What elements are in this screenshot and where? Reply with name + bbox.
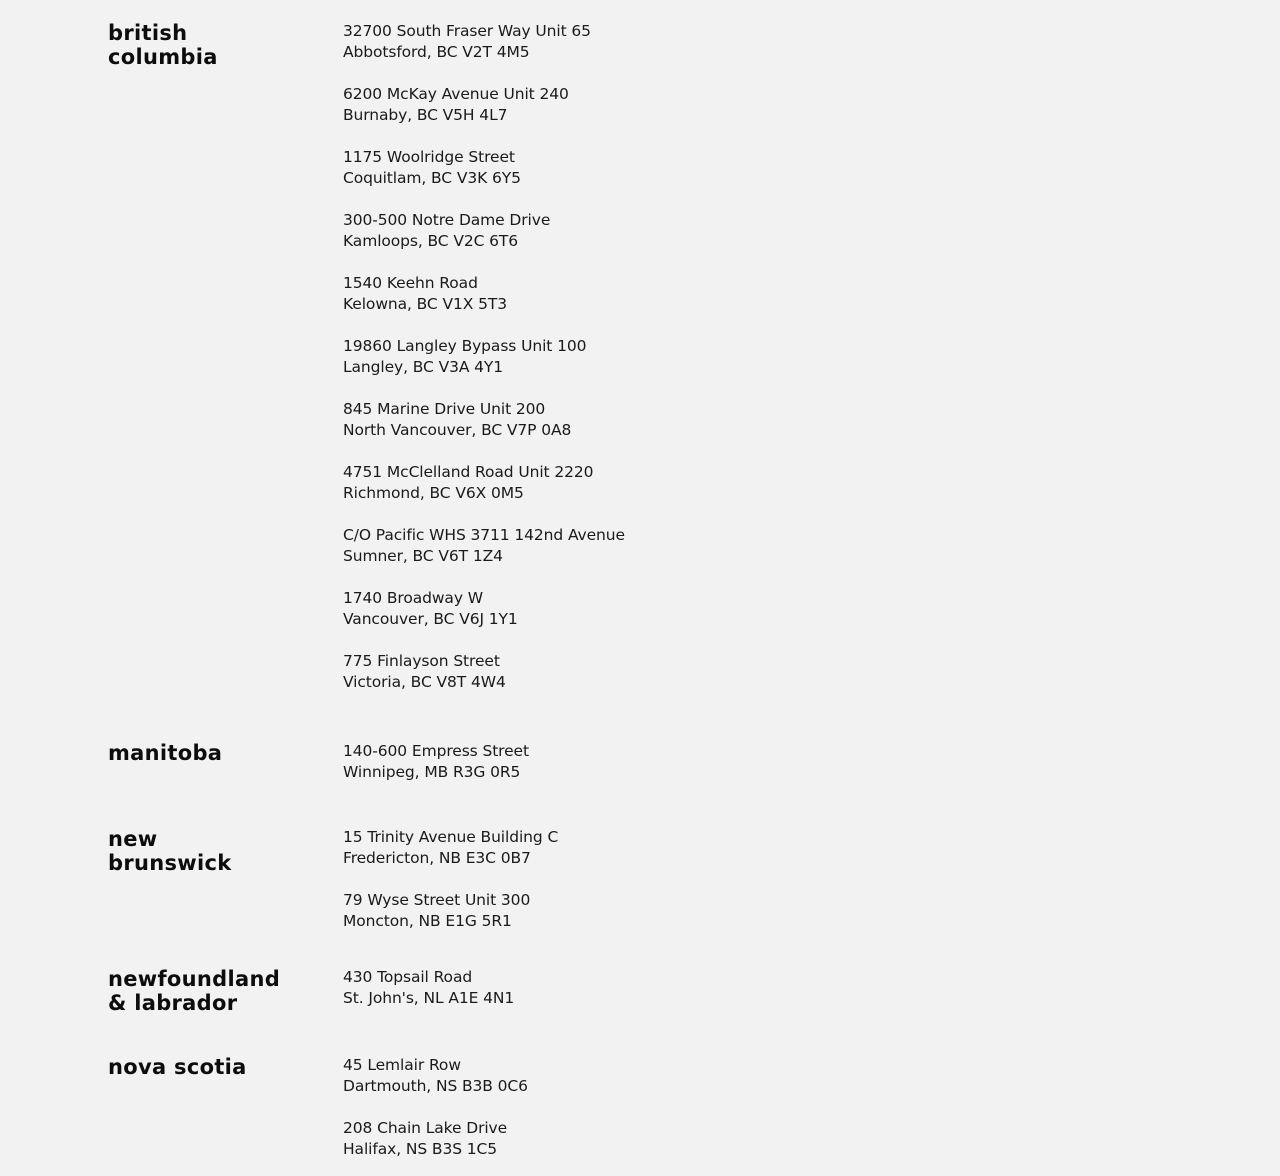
address-line: Coquitlam, BC V3K 6Y5 (343, 169, 521, 187)
address-item (343, 525, 943, 567)
address-item (343, 21, 943, 63)
address-line: Langley, BC V3A 4Y1 (343, 358, 504, 376)
address-item (343, 84, 943, 126)
address-item (343, 827, 943, 869)
address-line: 1740 Broadway W (343, 589, 483, 607)
address-line: 208 Chain Lake Drive (343, 1119, 508, 1137)
region-title: manitoba (108, 741, 223, 765)
address-line: Richmond, BC V6X 0M5 (343, 484, 524, 502)
address-line: Fredericton, NB E3C 0B7 (343, 849, 531, 867)
address-item (343, 273, 943, 315)
address-line: Halifax, NS B3S 1C5 (343, 1140, 498, 1158)
address-line: 845 Marine Drive Unit 200 (343, 400, 546, 418)
address-line: 32700 South Fraser Way Unit 65 (343, 22, 591, 40)
address-item (343, 1055, 943, 1097)
address-line: Dartmouth, NS B3B 0C6 (343, 1077, 528, 1095)
address-line: St. John's, NL A1E 4N1 (343, 989, 515, 1007)
address-line: 19860 Langley Bypass Unit 100 (343, 337, 587, 355)
address-line: Kelowna, BC V1X 5T3 (343, 295, 507, 313)
address-item (343, 1118, 943, 1160)
address-line: 15 Trinity Avenue Building C (343, 828, 559, 846)
address-list (343, 827, 943, 932)
address-item (343, 462, 943, 504)
address-item (343, 651, 943, 693)
region-title: newfoundland & labrador (108, 967, 281, 1015)
address-item (343, 147, 943, 189)
address-line: Sumner, BC V6T 1Z4 (343, 547, 503, 565)
address-line: Moncton, NB E1G 5R1 (343, 912, 512, 930)
address-list (343, 21, 943, 693)
region-title: new brunswick (108, 827, 232, 875)
address-line: 79 Wyse Street Unit 300 (343, 891, 531, 909)
address-line: 4751 McClelland Road Unit 2220 (343, 463, 594, 481)
address-line: Winnipeg, MB R3G 0R5 (343, 763, 521, 781)
address-item (343, 967, 943, 1009)
address-item (343, 336, 943, 378)
address-line: 6200 McKay Avenue Unit 240 (343, 85, 569, 103)
region-title: british columbia (108, 21, 218, 69)
address-line: 45 Lemlair Row (343, 1056, 461, 1074)
address-line: 140-600 Empress Street (343, 742, 529, 760)
address-item (343, 588, 943, 630)
address-line: Vancouver, BC V6J 1Y1 (343, 610, 518, 628)
address-line: North Vancouver, BC V7P 0A8 (343, 421, 572, 439)
address-line: Victoria, BC V8T 4W4 (343, 673, 506, 691)
address-list (343, 741, 943, 783)
address-item (343, 210, 943, 252)
address-line: 1175 Woolridge Street (343, 148, 515, 166)
address-list (343, 967, 943, 1009)
address-list (343, 1055, 943, 1160)
address-line: 775 Finlayson Street (343, 652, 500, 670)
address-line: Abbotsford, BC V2T 4M5 (343, 43, 530, 61)
address-line: 430 Topsail Road (343, 968, 473, 986)
region-title: nova scotia (108, 1055, 247, 1079)
address-line: 1540 Keehn Road (343, 274, 478, 292)
address-item (343, 741, 943, 783)
address-item (343, 890, 943, 932)
address-line: 300-500 Notre Dame Drive (343, 211, 551, 229)
address-line: Burnaby, BC V5H 4L7 (343, 106, 508, 124)
address-item (343, 399, 943, 441)
address-line: Kamloops, BC V2C 6T6 (343, 232, 519, 250)
address-line: C/O Pacific WHS 3711 142nd Avenue (343, 526, 625, 544)
